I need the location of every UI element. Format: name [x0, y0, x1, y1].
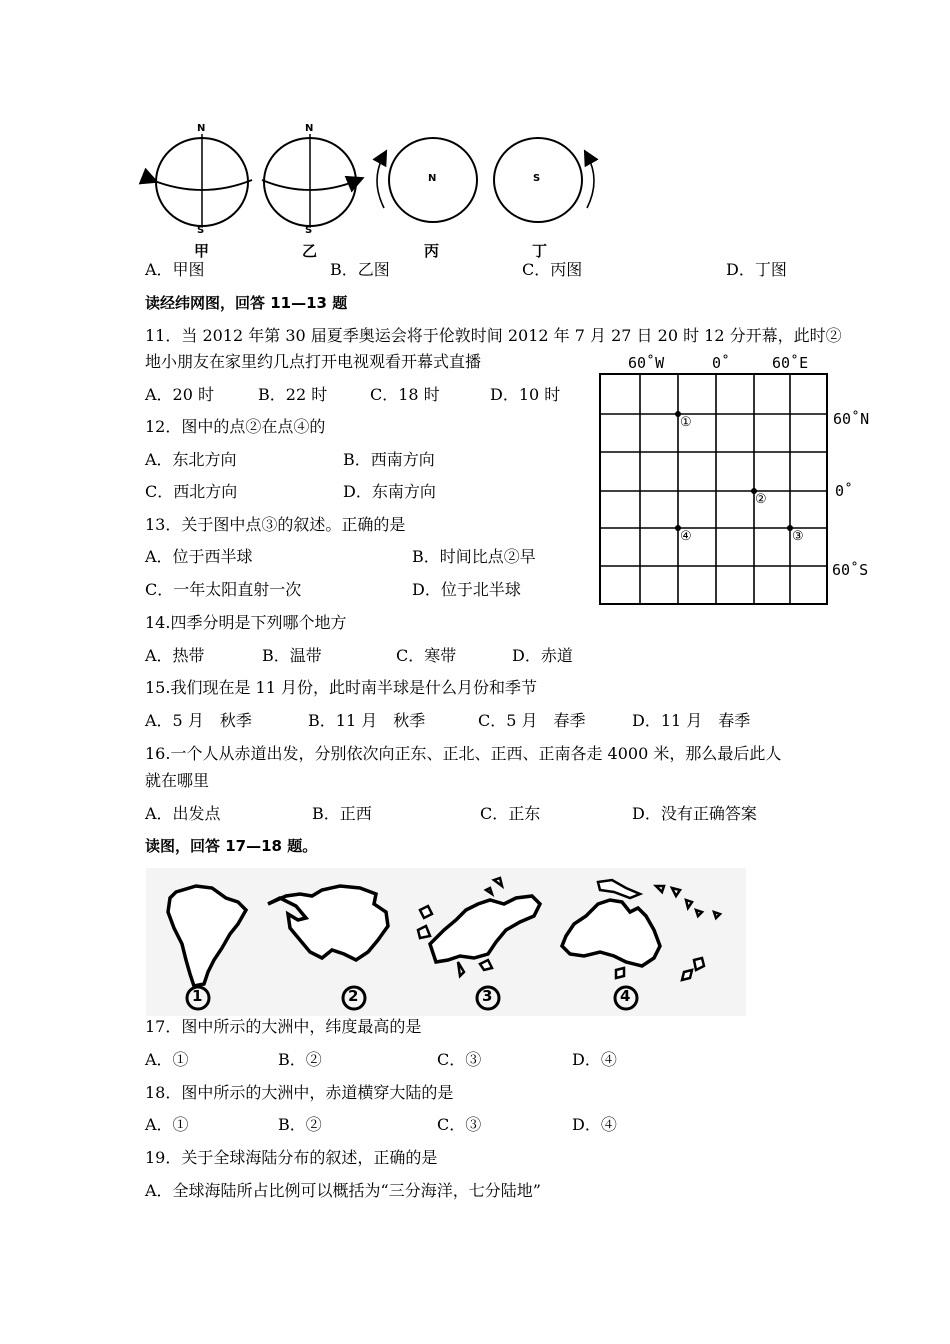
q16-option-a[interactable]: A．出发点: [145, 804, 221, 823]
globe-jia-north: N: [197, 123, 206, 134]
q16-stem-line2: 就在哪里: [145, 771, 210, 790]
q14-stem: 14.四季分明是下列哪个地方: [145, 613, 347, 632]
q13-option-d[interactable]: D．位于北半球: [412, 580, 521, 599]
globe-yi-south: S: [305, 225, 313, 236]
q10-option-a[interactable]: A．甲图: [145, 260, 205, 279]
globe-yi-north: N: [305, 123, 314, 134]
grid-label-0-meridian: 0˚: [712, 354, 731, 372]
continent-label-1: 1: [192, 987, 203, 1005]
globe-yi-label: 乙: [302, 242, 318, 260]
q13-option-c[interactable]: C．一年太阳直射一次: [145, 580, 302, 599]
q12-option-b[interactable]: B．西南方向: [343, 450, 435, 469]
globe-ding-pole: S: [533, 173, 541, 184]
q13-option-a[interactable]: A．位于西半球: [145, 547, 253, 566]
q12-option-a[interactable]: A．东北方向: [145, 450, 237, 469]
q17-option-d[interactable]: D．④: [572, 1050, 617, 1069]
q12-option-c[interactable]: C．西北方向: [145, 482, 238, 501]
q15-stem: 15.我们现在是 11 月份，此时南半球是什么月份和季节: [145, 678, 537, 697]
q12-option-d[interactable]: D．东南方向: [343, 482, 436, 501]
section-heading-17-18: 读图，回答 17—18 题。: [145, 837, 318, 855]
q11-option-b[interactable]: B．22 时: [258, 385, 328, 404]
q15-option-a[interactable]: A．5 月 秋季: [145, 711, 252, 730]
grid-label-60s: 60˚S: [832, 561, 869, 579]
grid-point-3: ③: [792, 529, 804, 544]
q10-option-b[interactable]: B．乙图: [330, 260, 390, 279]
q12-stem: 12．图中的点②在点④的: [145, 417, 326, 436]
q14-option-c[interactable]: C．寒带: [396, 646, 457, 665]
grid-label-equator: 0˚: [835, 482, 854, 500]
q15-option-d[interactable]: D．11 月 春季: [632, 711, 751, 730]
q15-option-b[interactable]: B．11 月 秋季: [308, 711, 426, 730]
q10-option-c[interactable]: C．丙图: [522, 260, 583, 279]
q18-option-a[interactable]: A．①: [145, 1115, 189, 1134]
grid-label-60e: 60˚E: [772, 354, 809, 372]
grid-point-4: ④: [680, 529, 692, 544]
q13-stem: 13．关于图中点③的叙述。正确的是: [145, 515, 406, 534]
q10-option-d[interactable]: D．丁图: [726, 260, 787, 279]
q17-option-a[interactable]: A．①: [145, 1050, 189, 1069]
globe-bing-label: 丙: [424, 242, 440, 260]
q11-option-d[interactable]: D．10 时: [490, 385, 561, 404]
grid-label-60w: 60˚W: [628, 354, 665, 372]
q17-option-b[interactable]: B．②: [278, 1050, 322, 1069]
q16-option-b[interactable]: B．正西: [312, 804, 372, 823]
continent-label-2: 2: [348, 987, 359, 1005]
q11-stem-line1: 11．当 2012 年第 30 届夏季奥运会将于伦敦时间 2012 年 7 月 27 日 20 时 12 分开幕，此时②: [145, 326, 842, 345]
q18-stem: 18．图中所示的大洲中，赤道横穿大陆的是: [145, 1083, 454, 1102]
q18-option-b[interactable]: B．②: [278, 1115, 322, 1134]
q19-stem: 19．关于全球海陆分布的叙述，正确的是: [145, 1148, 438, 1167]
globe-jia-south: S: [197, 225, 205, 236]
grid-point-1: ①: [680, 415, 692, 430]
globe-ding-label: 丁: [532, 242, 548, 260]
q11-stem-line2: 地小朋友在家里约几点打开电视观看开幕式直播: [145, 352, 482, 371]
q19-option-a[interactable]: A．全球海陆所占比例可以概括为“三分海洋，七分陆地”: [145, 1181, 541, 1200]
q16-option-c[interactable]: C．正东: [480, 804, 541, 823]
q11-option-c[interactable]: C．18 时: [370, 385, 440, 404]
q11-option-a[interactable]: A．20 时: [145, 385, 215, 404]
q16-option-d[interactable]: D．没有正确答案: [632, 804, 757, 823]
q13-option-b[interactable]: B．时间比点②早: [412, 547, 536, 566]
globe-bing-pole: N: [428, 173, 437, 184]
q18-option-d[interactable]: D．④: [572, 1115, 617, 1134]
q14-option-a[interactable]: A．热带: [145, 646, 205, 665]
grid-label-60n: 60˚N: [833, 410, 870, 428]
grid-point-2: ②: [755, 492, 767, 507]
q15-option-c[interactable]: C．5 月 春季: [478, 711, 586, 730]
q14-option-b[interactable]: B．温带: [262, 646, 322, 665]
q17-option-c[interactable]: C．③: [437, 1050, 482, 1069]
q17-stem: 17．图中所示的大洲中，纬度最高的是: [145, 1017, 422, 1036]
q16-stem-line1: 16.一个人从赤道出发，分别依次向正东、正北、正西、正南各走 4000 米，那么最后此人: [145, 744, 782, 763]
q14-option-d[interactable]: D．赤道: [512, 646, 573, 665]
section-heading-11-13: 读经纬网图，回答 11—13 题: [145, 294, 348, 312]
q18-option-c[interactable]: C．③: [437, 1115, 482, 1134]
continent-label-4: 4: [620, 987, 631, 1005]
globe-jia-label: 甲: [194, 242, 210, 260]
continent-label-3: 3: [482, 987, 493, 1005]
